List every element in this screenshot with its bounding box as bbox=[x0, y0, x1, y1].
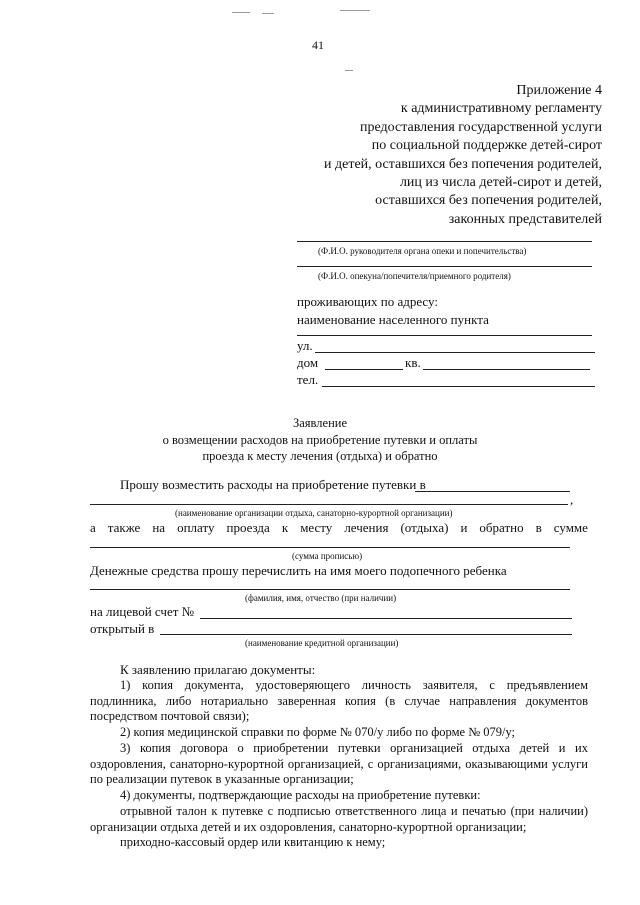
sum-line[interactable] bbox=[90, 547, 570, 548]
doc-subtitle-2: проезда к месту лечения (отдыха) и обратно bbox=[202, 449, 438, 463]
child-caption: (фамилия, имя, отчество (при наличии) bbox=[245, 593, 397, 603]
phone-line[interactable] bbox=[322, 386, 595, 387]
scan-mark bbox=[345, 70, 353, 71]
sum-caption: (сумма прописью) bbox=[292, 551, 363, 561]
appendix-line: Приложение 4 bbox=[516, 83, 602, 98]
appendix-line: оставшихся без попечения родителей, bbox=[375, 193, 602, 209]
document-item-4: 4) документы, подтверждающие расходы на приобретение путевки: bbox=[120, 788, 481, 802]
appendix-line: и детей, оставшихся без попечения родителей, bbox=[324, 156, 602, 172]
house-line[interactable] bbox=[325, 369, 403, 370]
doc-title: Заявление bbox=[292, 416, 347, 430]
scan-mark bbox=[340, 10, 370, 11]
request-text: Прошу возместить расходы на приобретение путевки в bbox=[120, 477, 426, 492]
word: (отдыха) bbox=[400, 520, 449, 535]
org-name-line[interactable] bbox=[90, 504, 568, 505]
word: оплату bbox=[177, 520, 215, 535]
travel-sentence bbox=[90, 520, 588, 536]
document-item-1: 1) копия документа, удостоверяющего личность заявителя, с предъявлением подлинника, либо нотариально заверенная копия (в случае направления документов посредством почтовой связи); bbox=[90, 678, 588, 723]
street-line[interactable] bbox=[315, 352, 595, 353]
page-number: 41 bbox=[312, 38, 324, 52]
settlement-label: наименование населенного пункта bbox=[297, 312, 489, 327]
scan-mark bbox=[232, 12, 250, 13]
document-item-4a: отрывной талон к путевке с подписью ответственного лица и печатью (при наличии) организации отдыха детей и их оздоровления, санаторно-курортной организации; bbox=[90, 804, 588, 834]
org-inline-line[interactable] bbox=[415, 491, 570, 492]
account-line[interactable] bbox=[200, 618, 572, 619]
appendix-line: к административному регламенту bbox=[400, 101, 602, 117]
appendix-line: по социальной поддержке детей-сирот bbox=[371, 138, 602, 154]
appendix-block bbox=[324, 82, 602, 229]
head-name-caption: (Ф.И.О. руководителя органа опеки и попечительства) bbox=[318, 246, 527, 256]
document-item-3: 3) копия договора о приобретении путевки организацией отдыха детей и их оздоровления, санаторно-курортной организацией, с организациями, оказывающими услуги по реализации путевок в указанные организации; bbox=[90, 741, 588, 786]
appendix-line: законных представителей bbox=[448, 211, 602, 227]
child-name-line[interactable] bbox=[90, 589, 570, 590]
bank-caption: (наименование кредитной организации) bbox=[245, 638, 399, 648]
document-item-4b: приходно-кассовый ордер или квитанцию к нему; bbox=[120, 835, 386, 849]
opened-label: открытый в bbox=[90, 621, 155, 636]
word: на bbox=[152, 520, 166, 535]
word: а bbox=[90, 520, 96, 535]
word: обратно bbox=[479, 520, 524, 535]
guardian-name-line[interactable] bbox=[297, 266, 592, 267]
scan-mark bbox=[262, 13, 274, 14]
word: также bbox=[107, 520, 141, 535]
word: лечения bbox=[344, 520, 389, 535]
street-label: ул. bbox=[297, 338, 313, 353]
word: сумме bbox=[553, 520, 588, 535]
apartment-label: кв. bbox=[405, 355, 421, 370]
apartment-line[interactable] bbox=[423, 369, 590, 370]
guardian-name-caption: (Ф.И.О. опекуна/попечителя/приемного родителя) bbox=[318, 271, 511, 281]
doc-subtitle-1: о возмещении расходов на приобретение путевки и оплаты bbox=[162, 433, 478, 447]
appendix-line: лиц из числа детей-сирот и детей, bbox=[399, 175, 602, 191]
house-label: дом bbox=[297, 355, 319, 370]
word: проезда bbox=[226, 520, 270, 535]
word: и bbox=[460, 520, 468, 535]
head-name-line[interactable] bbox=[297, 241, 592, 242]
document-item-2: 2) копия медицинской справки по форме № 070/у либо по форме № 079/у; bbox=[120, 725, 516, 739]
word: к bbox=[281, 520, 289, 535]
word: в bbox=[535, 520, 542, 535]
bank-line[interactable] bbox=[160, 634, 572, 635]
settlement-line[interactable] bbox=[297, 335, 592, 336]
org-caption: (наименование организации отдыха, санаторно-курортной организации) bbox=[175, 508, 453, 518]
phone-label: тел. bbox=[297, 372, 319, 387]
account-label: на лицевой счет № bbox=[90, 604, 195, 619]
transfer-text: Денежные средства прошу перечислить на имя моего подопечного ребенка bbox=[90, 563, 507, 578]
org-comma: , bbox=[570, 492, 574, 507]
word: месту bbox=[300, 520, 333, 535]
residing-label: проживающих по адресу: bbox=[297, 294, 438, 309]
appendix-line: предоставления государственной услуги bbox=[360, 119, 602, 135]
documents-intro: К заявлению прилагаю документы: bbox=[120, 662, 316, 677]
